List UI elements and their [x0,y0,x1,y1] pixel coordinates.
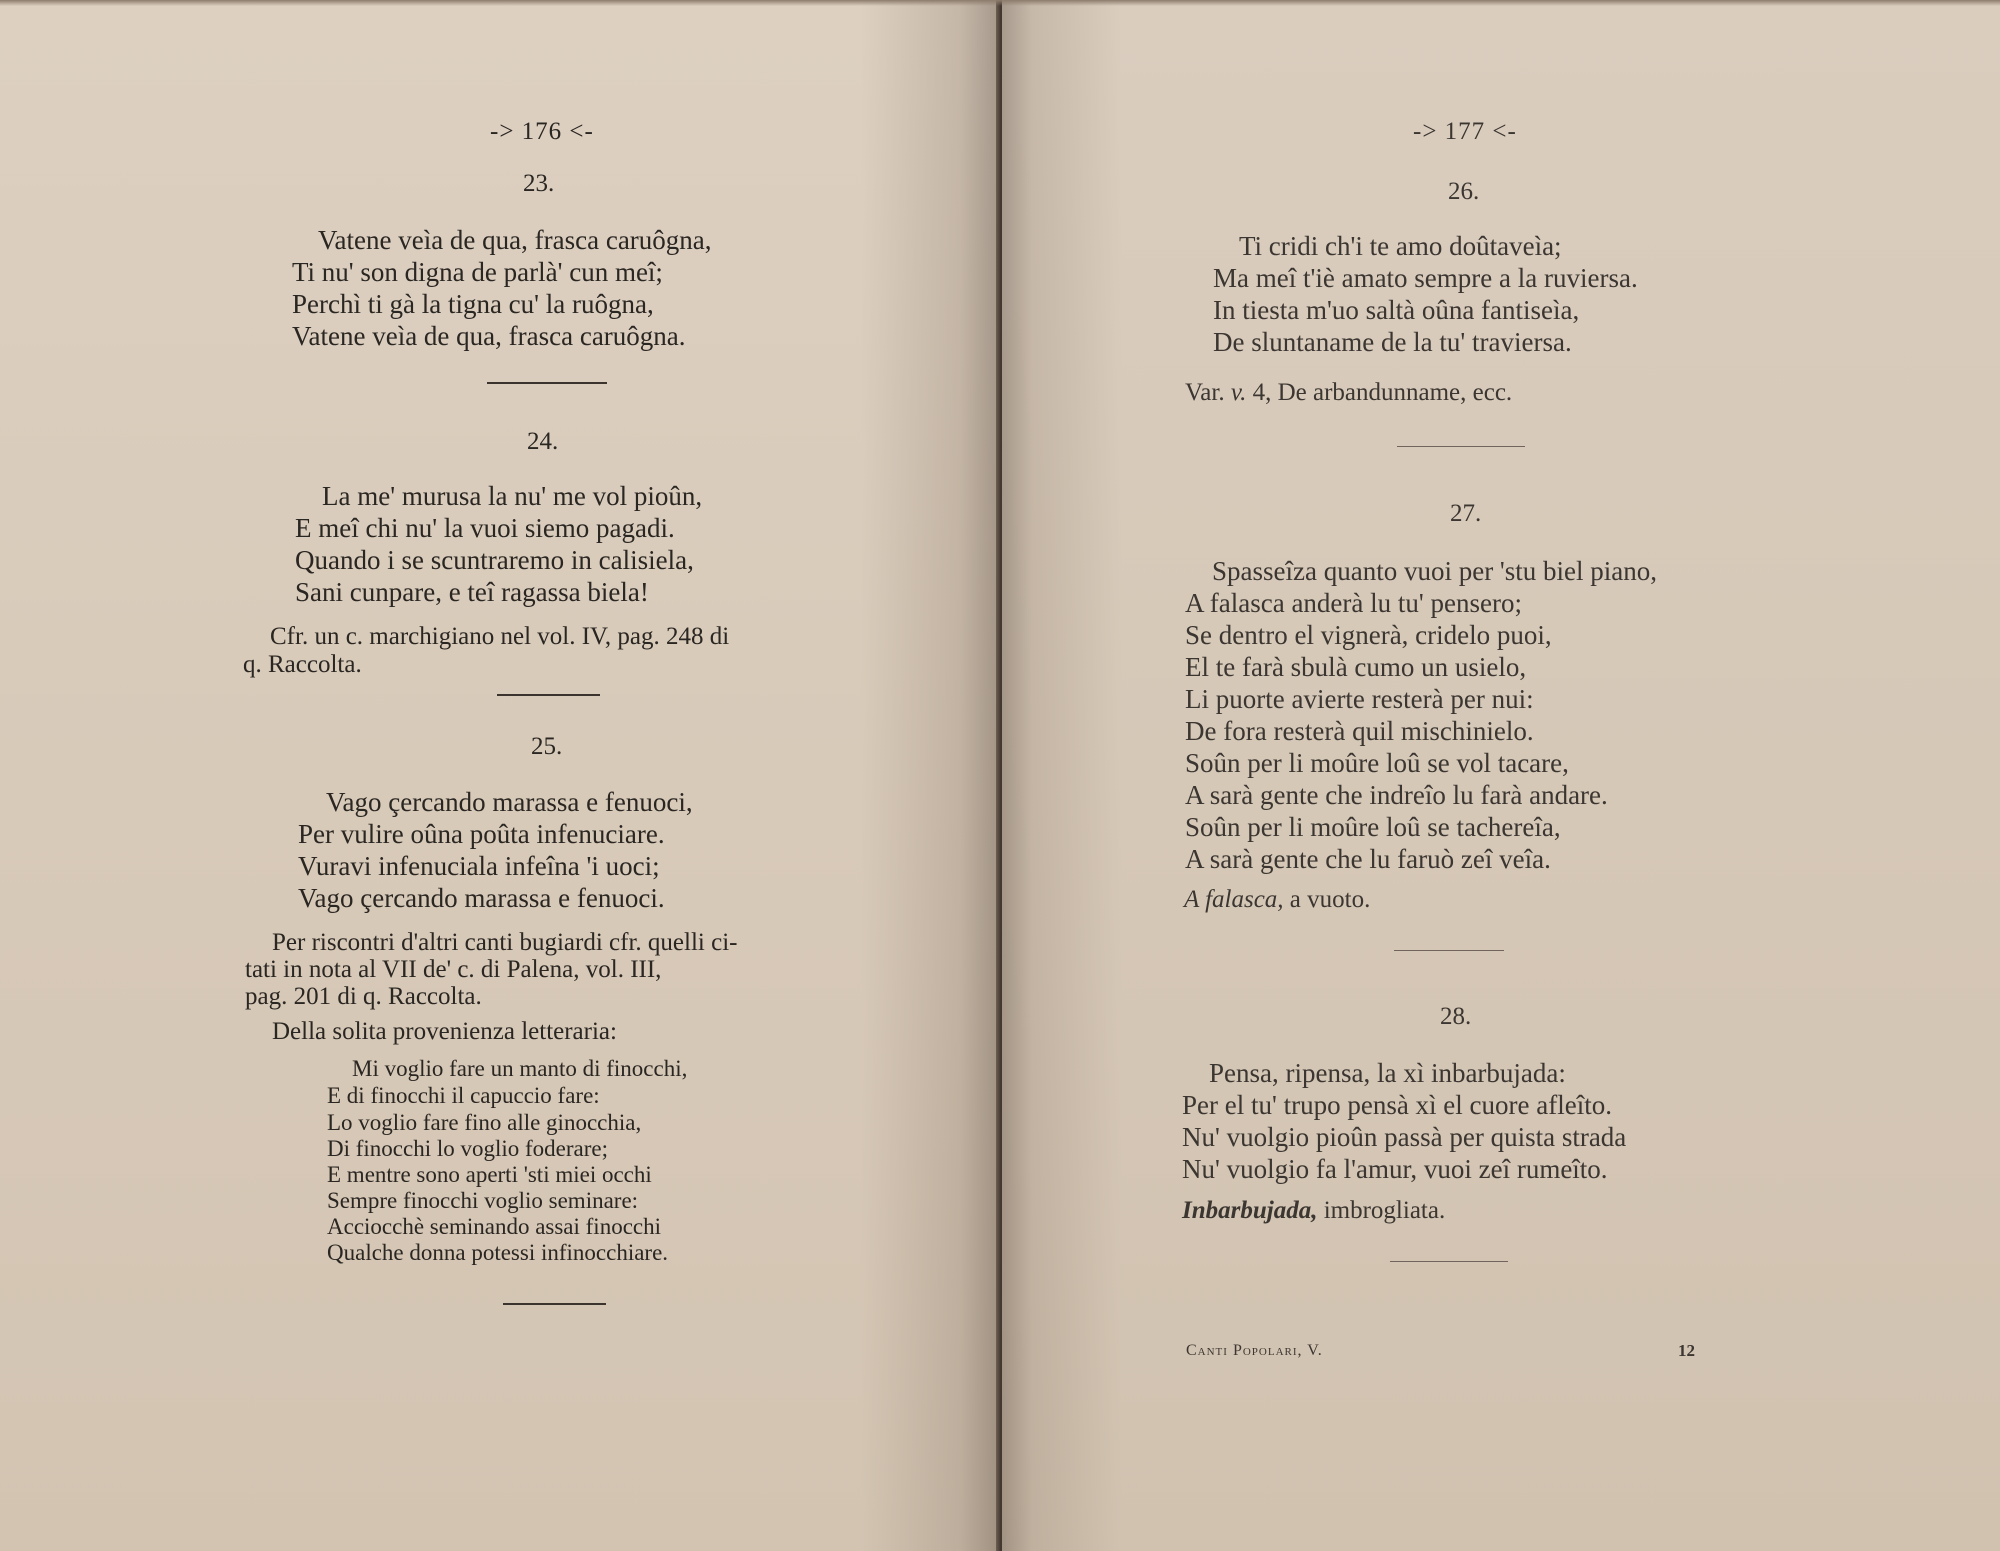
verse-line: Nu' vuolgio pioûn passà per quista strada [1182,1122,1627,1152]
gloss-definition: a vuoto. [1289,886,1371,913]
verse-line: Nu' vuolgio fa l'amur, vuoi zeî rumeîto. [1182,1154,1608,1184]
running-footer: Canti Popolari, V. [1186,1342,1323,1359]
verse-line: De fora resterà quil mischinielo. [1185,716,1534,746]
verse-line: Li puorte avierte resterà per nui: [1185,684,1534,714]
poem-number: 28. [1440,1003,1472,1030]
book-top-edge [0,0,2000,6]
verse-line: Vago çercando marassa e fenuoci, [326,787,693,817]
variant-note [1185,378,1512,407]
verse-line: La me' murusa la nu' me vol pioûn, [322,481,703,511]
note-text: pag. 201 di q. Raccolta. [245,983,482,1010]
signature-mark: 12 [1678,1341,1695,1360]
poem-number: 25. [531,733,563,760]
note-text: Cfr. un c. marchigiano nel vol. IV, pag. 248 di [270,623,730,650]
quoted-verse: Qualche donna potessi infinocchiare. [327,1240,669,1265]
quoted-verse: E mentre sono aperti 'sti miei occhi [327,1162,652,1187]
note-text: Della solita provenienza letteraria: [272,1018,617,1045]
verse-line: Sani cunpare, e teî ragassa biela! [295,577,649,607]
quoted-verse: Di finocchi lo voglio foderare; [327,1136,609,1161]
verse-line: Vuravi infenuciala infeîna 'i uoci; [298,851,660,881]
verse-line: Soûn per li moûre loû se vol tacare, [1185,748,1569,778]
right-page [1002,0,2000,1551]
verse-line: A falasca anderà lu tu' pensero; [1185,588,1522,618]
note-text: tati in nota al VII de' c. di Palena, vol. III, [245,956,662,983]
page-folio: -> 177 <- [1413,118,1517,145]
gloss-definition: imbrogliata. [1323,1197,1446,1224]
poem-number: 27. [1450,500,1482,527]
verse-line: Vatene veìa de qua, frasca caruôgna, [318,225,712,255]
variant-verse-abbr: v. [1230,379,1247,406]
verse-line: Ti nu' son digna de parlà' cun meî; [292,257,663,287]
page-folio: -> 176 <- [490,118,594,145]
quoted-verse: Sempre finocchi voglio seminare: [327,1188,639,1213]
gloss-note [1184,885,1370,914]
verse-line: Se dentro el vignerà, cridelo puoi, [1185,620,1552,650]
section-divider [1394,950,1504,951]
verse-line: Pensa, ripensa, la xì inbarbujada: [1209,1058,1566,1088]
verse-line: Soûn per li moûre loû se tachereîa, [1185,812,1561,842]
poem-number: 24. [527,428,559,455]
verse-line: El te farà sbulà cumo un usielo, [1185,652,1527,682]
poem-number: 26. [1448,178,1480,205]
variant-prefix: Var. [1185,379,1225,406]
verse-line: Per vulire oûna poûta infenuciare. [298,819,665,849]
verse-line: Per el tu' trupo pensà xì el cuore afleîto. [1182,1090,1612,1120]
note-text: Per riscontri d'altri canti bugiardi cfr. quelli ci- [272,929,738,956]
poem-number: 23. [523,170,555,197]
verse-line: E meî chi nu' la vuoi siemo pagadi. [295,513,675,543]
section-divider [1390,1261,1508,1262]
quoted-verse: E di finocchi il capuccio fare: [327,1083,600,1108]
gloss-note [1182,1196,1445,1225]
verse-line: A sarà gente che indreîo lu farà andare. [1185,780,1608,810]
verse-line: De sluntaname de la tu' traviersa. [1213,327,1572,357]
gloss-term: A falasca, [1184,886,1284,913]
section-divider [497,694,600,696]
verse-line: Vago çercando marassa e fenuoci. [298,883,665,913]
note-text: q. Raccolta. [243,651,362,678]
quoted-verse: Lo voglio fare fino alle ginocchia, [327,1110,642,1135]
verse-line: Ti cridi ch'i te amo doûtaveìa; [1239,231,1562,261]
section-divider [1397,446,1525,447]
gloss-term: Inbarbujada, [1182,1197,1318,1224]
verse-line: Quando i se scuntraremo in calisiela, [295,545,694,575]
variant-text: 4, De arbandunname, ecc. [1252,379,1513,406]
verse-line: In tiesta m'uo saltà oûna fantiseìa, [1213,295,1580,325]
verse-line: Ma meî t'iè amato sempre a la ruviersa. [1213,263,1638,293]
quoted-verse: Mi voglio fare un manto di finocchi, [352,1056,688,1081]
verse-line: A sarà gente che lu faruò zeî veîa. [1185,844,1551,874]
verse-line: Spasseîza quanto vuoi per 'stu biel piano, [1212,556,1658,586]
quoted-verse: Acciocchè seminando assai finocchi [327,1214,662,1239]
section-divider [503,1303,606,1305]
verse-line: Perchì ti gà la tigna cu' la ruôgna, [292,289,654,319]
verse-line: Vatene veìa de qua, frasca caruôgna. [292,321,686,351]
section-divider [487,382,607,384]
